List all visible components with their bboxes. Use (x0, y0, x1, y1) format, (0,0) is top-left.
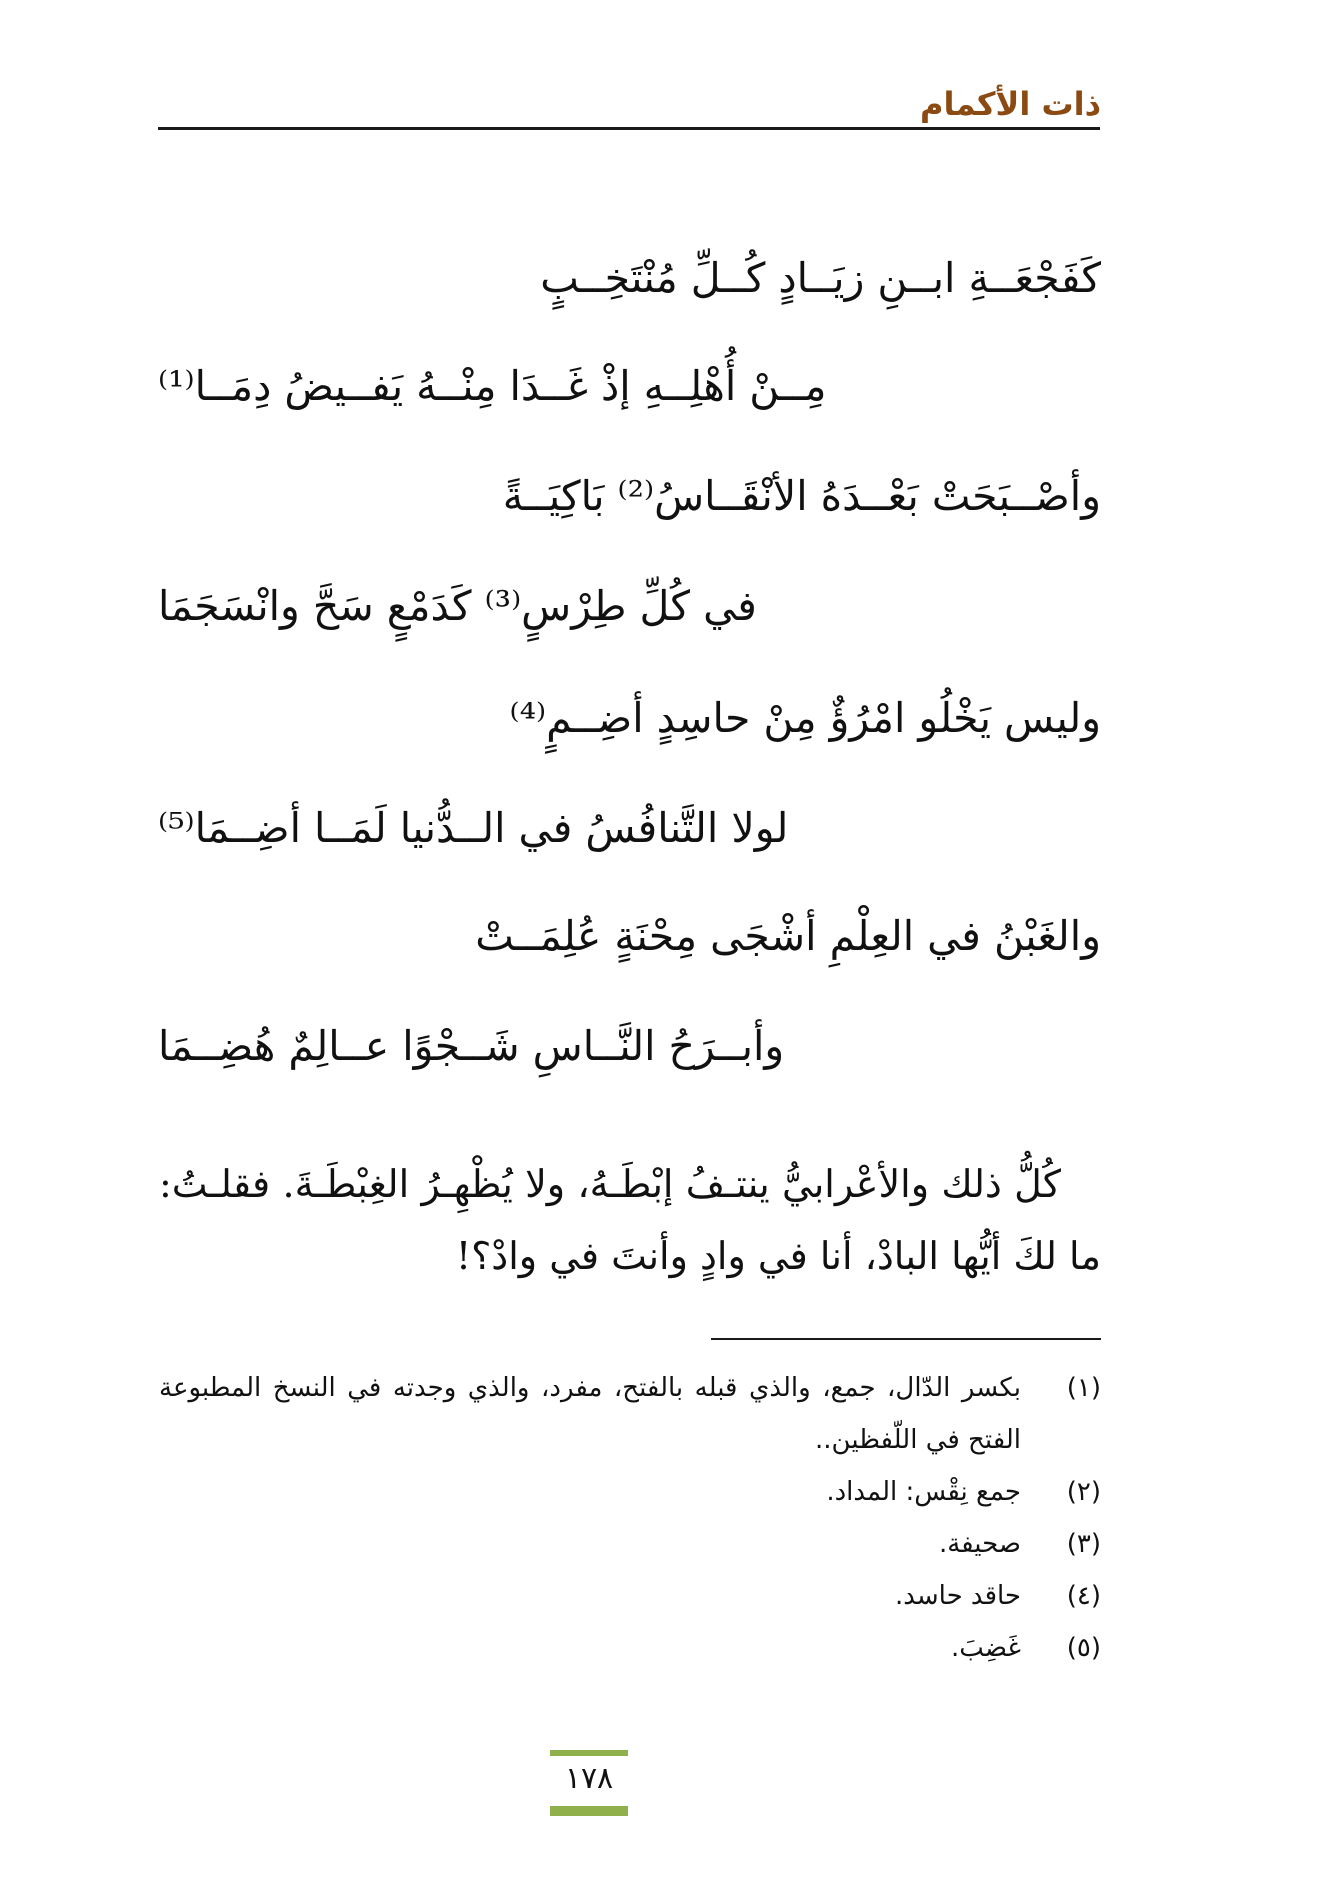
footnote-item (159, 1570, 1101, 1622)
verse-line-2: مِــنْ أُهْلِــهِ إذْ غَــدَا مِنْــهُ يَفــيضُ دِمَــا⁽¹⁾ (158, 362, 827, 410)
verse-line-4: في كُلِّ طِرْسٍ⁽³⁾ كَدَمْعٍ سَحَّ وانْسَجَمَا (158, 582, 757, 630)
verse-line-8: وأبــرَحُ النَّــاسِ شَــجْوًا عــالِمٌ هُضِــمَا (158, 1022, 785, 1070)
page-number-block (550, 1750, 628, 1816)
footnote-item (159, 1518, 1101, 1570)
page-number-bottom-bar (550, 1806, 628, 1816)
footnote-number: (٤) (1066, 1581, 1101, 1611)
footnote-text: بكسر الدّال، جمع، والذي قبله بالفتح، مفرد، والذي وجدته في النسخ المطبوعة الفتح في اللّفظين.. (159, 1373, 1021, 1455)
footnote-number: (١) (1066, 1373, 1101, 1403)
page-number: ١٧٨ (564, 1761, 614, 1796)
footnote-number: (٥) (1066, 1633, 1101, 1663)
verse-line-6: لولا التَّنافُسُ في الــدُّنيا لَمَــا أضِــمَا⁽⁵⁾ (158, 804, 789, 852)
footnote-divider (711, 1338, 1101, 1340)
running-header-title: ذات الأكمام (919, 85, 1101, 123)
prose-paragraph (159, 1148, 1101, 1292)
prose-text: كُلُّ ذلك والأعْرابيُّ ينتـفُ إبْطَـهُ، ولا يُظْهِـرُ الغِبْطَـةَ. فقلـتُ: ما لكَ أيُّها البادْ، أنا في وادٍ وأنتَ في وادْ؟! (159, 1162, 1101, 1278)
footnote-item (159, 1466, 1101, 1518)
footnote-text: صحيفة. (938, 1529, 1021, 1559)
footnote-text: غَضِبَ. (951, 1633, 1021, 1663)
footnote-text: حاقد حاسد. (894, 1581, 1021, 1611)
footnote-number: (٣) (1066, 1529, 1101, 1559)
footnotes-list (159, 1362, 1101, 1674)
footnote-item (159, 1362, 1101, 1466)
page-number-top-bar (550, 1750, 628, 1756)
verse-line-5: وليس يَخْلُو امْرُؤٌ مِنْ حاسِدٍ أضِــمٍ⁽⁴⁾ (509, 694, 1101, 742)
verse-line-1: كَفَجْعَــةِ ابــنِ زيَــادٍ كُــلِّ مُنْتَخِــبٍ (540, 254, 1101, 302)
verse-line-7: والغَبْنُ في العِلْمِ أشْجَى مِحْنَةٍ عُلِمَــتْ (475, 912, 1101, 960)
footnote-text: جمع نِقْس: المداد. (826, 1477, 1021, 1507)
footnote-item (159, 1622, 1101, 1674)
footnote-number: (٢) (1066, 1477, 1101, 1507)
header-divider (158, 127, 1100, 130)
verse-line-3: وأصْــبَحَتْ بَعْــدَهُ الأنْقَــاسُ⁽²⁾ بَاكِيَــةً (502, 472, 1101, 520)
